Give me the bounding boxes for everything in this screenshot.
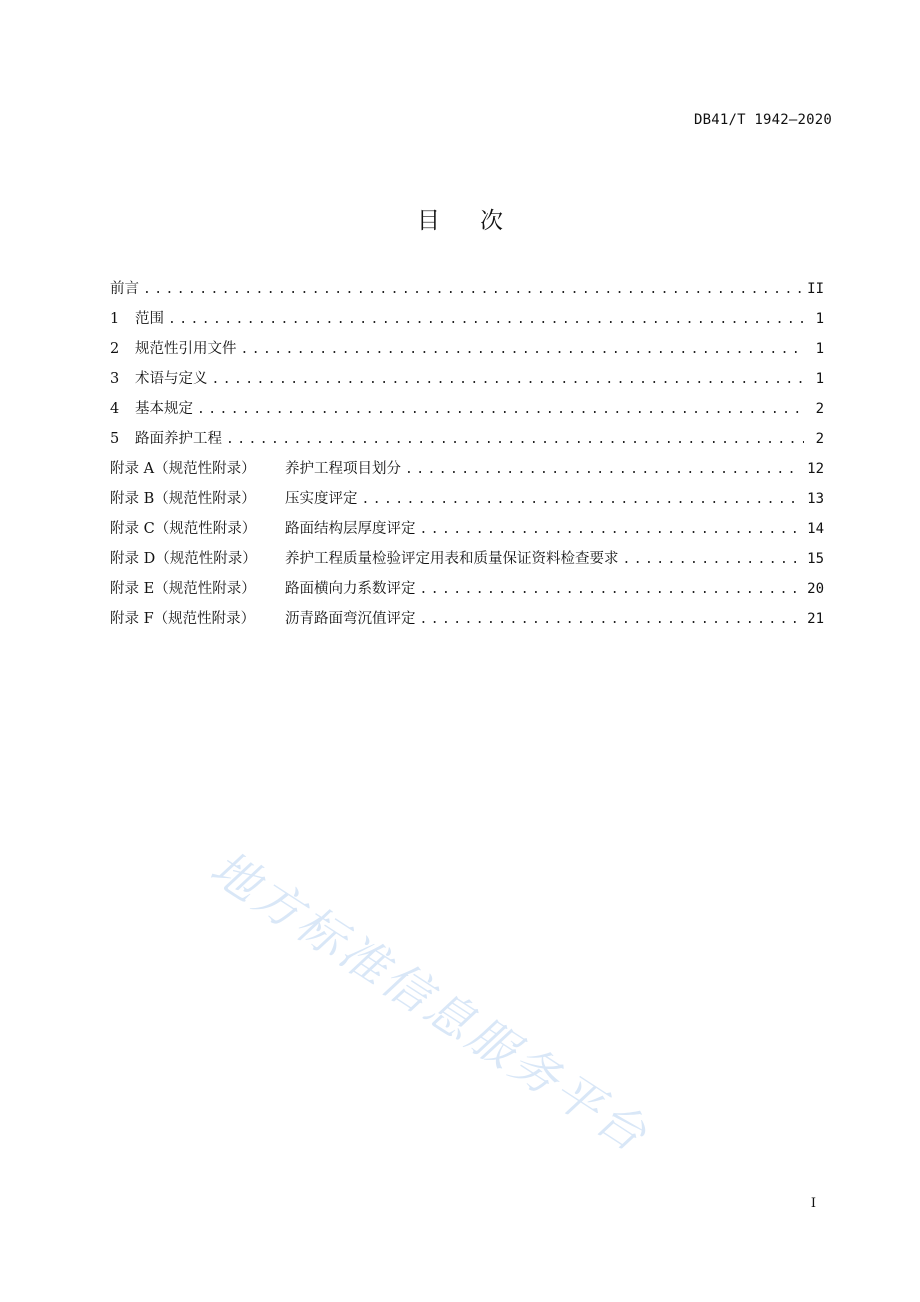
toc-page-number: 1 [815, 341, 824, 357]
toc-entry-pavement-maintenance[interactable] [110, 428, 824, 458]
toc-entry-text: 基本规定 [135, 401, 193, 417]
dot-leader [168, 309, 804, 331]
page-title-char-2: 次 [480, 208, 503, 234]
dot-leader [405, 459, 801, 481]
toc-appendix-label: 附录 E（规范性附录） [110, 581, 256, 597]
toc-entry-terms-definitions[interactable] [110, 368, 824, 398]
toc-entry-text: 前言 [110, 281, 139, 297]
toc-entry-number: 3 [110, 371, 120, 387]
toc-entry-number: 2 [110, 341, 120, 357]
toc-entry-appendix-e[interactable] [110, 578, 824, 608]
toc-entry-number: 1 [110, 311, 120, 327]
toc-page-number: II [807, 281, 824, 297]
toc-page-number: 1 [815, 371, 824, 387]
dot-leader [212, 369, 805, 391]
dot-leader [226, 429, 804, 451]
toc-page-number: 12 [807, 461, 824, 477]
page-title-char-1: 目 [417, 208, 440, 234]
page-title [0, 202, 920, 235]
toc-entry-text: 路面养护工程 [135, 431, 222, 447]
toc-entry-appendix-c[interactable] [110, 518, 824, 548]
watermark: 地方标准信息服务平台 [200, 840, 659, 1165]
dot-leader [362, 489, 802, 511]
toc-entry-number: 4 [110, 401, 120, 417]
toc-page-number: 21 [807, 611, 824, 627]
toc-entry-appendix-b[interactable] [110, 488, 824, 518]
toc-appendix-label: 附录 C（规范性附录） [110, 521, 257, 537]
toc-entry-number: 5 [110, 431, 120, 447]
toc-entry-scope[interactable] [110, 308, 824, 338]
toc-entry-appendix-f[interactable] [110, 608, 824, 638]
toc-entry-text: 养护工程质量检验评定用表和质量保证资料检查要求 [285, 551, 619, 567]
toc-page-number: 13 [807, 491, 824, 507]
toc-appendix-label: 附录 F（规范性附录） [110, 611, 256, 627]
toc-appendix-label: 附录 A（规范性附录） [110, 461, 256, 477]
toc-entry-foreword[interactable] [110, 278, 824, 308]
toc-entry-basic-provisions[interactable] [110, 398, 824, 428]
dot-leader [197, 399, 804, 421]
dot-leader [420, 519, 802, 541]
toc-entry-text: 沥青路面弯沉值评定 [285, 611, 416, 627]
toc-entry-appendix-a[interactable] [110, 458, 824, 488]
dot-leader [143, 279, 801, 301]
toc-page-number: 15 [807, 551, 824, 567]
toc-entry-text: 路面结构层厚度评定 [285, 521, 416, 537]
toc-page-number: 20 [807, 581, 824, 597]
toc-entry-text: 养护工程项目划分 [285, 461, 401, 477]
dot-leader [420, 579, 802, 601]
toc-entry-text: 规范性引用文件 [135, 341, 237, 357]
toc-page-number: 1 [815, 311, 824, 327]
toc-page-number: 2 [815, 431, 824, 447]
standard-number: DB41/T 1942—2020 [693, 112, 832, 128]
toc-entry-text: 术语与定义 [135, 371, 208, 387]
toc-entry-appendix-d[interactable] [110, 548, 824, 578]
toc-entry-text: 路面横向力系数评定 [285, 581, 416, 597]
footer-page-number: I [810, 1196, 816, 1211]
dot-leader [241, 339, 805, 361]
toc-appendix-label: 附录 D（规范性附录） [110, 551, 257, 567]
toc-page-number: 2 [815, 401, 824, 417]
toc-entry-text: 范围 [135, 311, 164, 327]
toc-page-number: 14 [807, 521, 824, 537]
table-of-contents [110, 278, 824, 638]
toc-appendix-label: 附录 B（规范性附录） [110, 491, 256, 507]
dot-leader [420, 609, 802, 631]
dot-leader [623, 549, 802, 571]
toc-entry-normative-references[interactable] [110, 338, 824, 368]
toc-entry-text: 压实度评定 [285, 491, 358, 507]
